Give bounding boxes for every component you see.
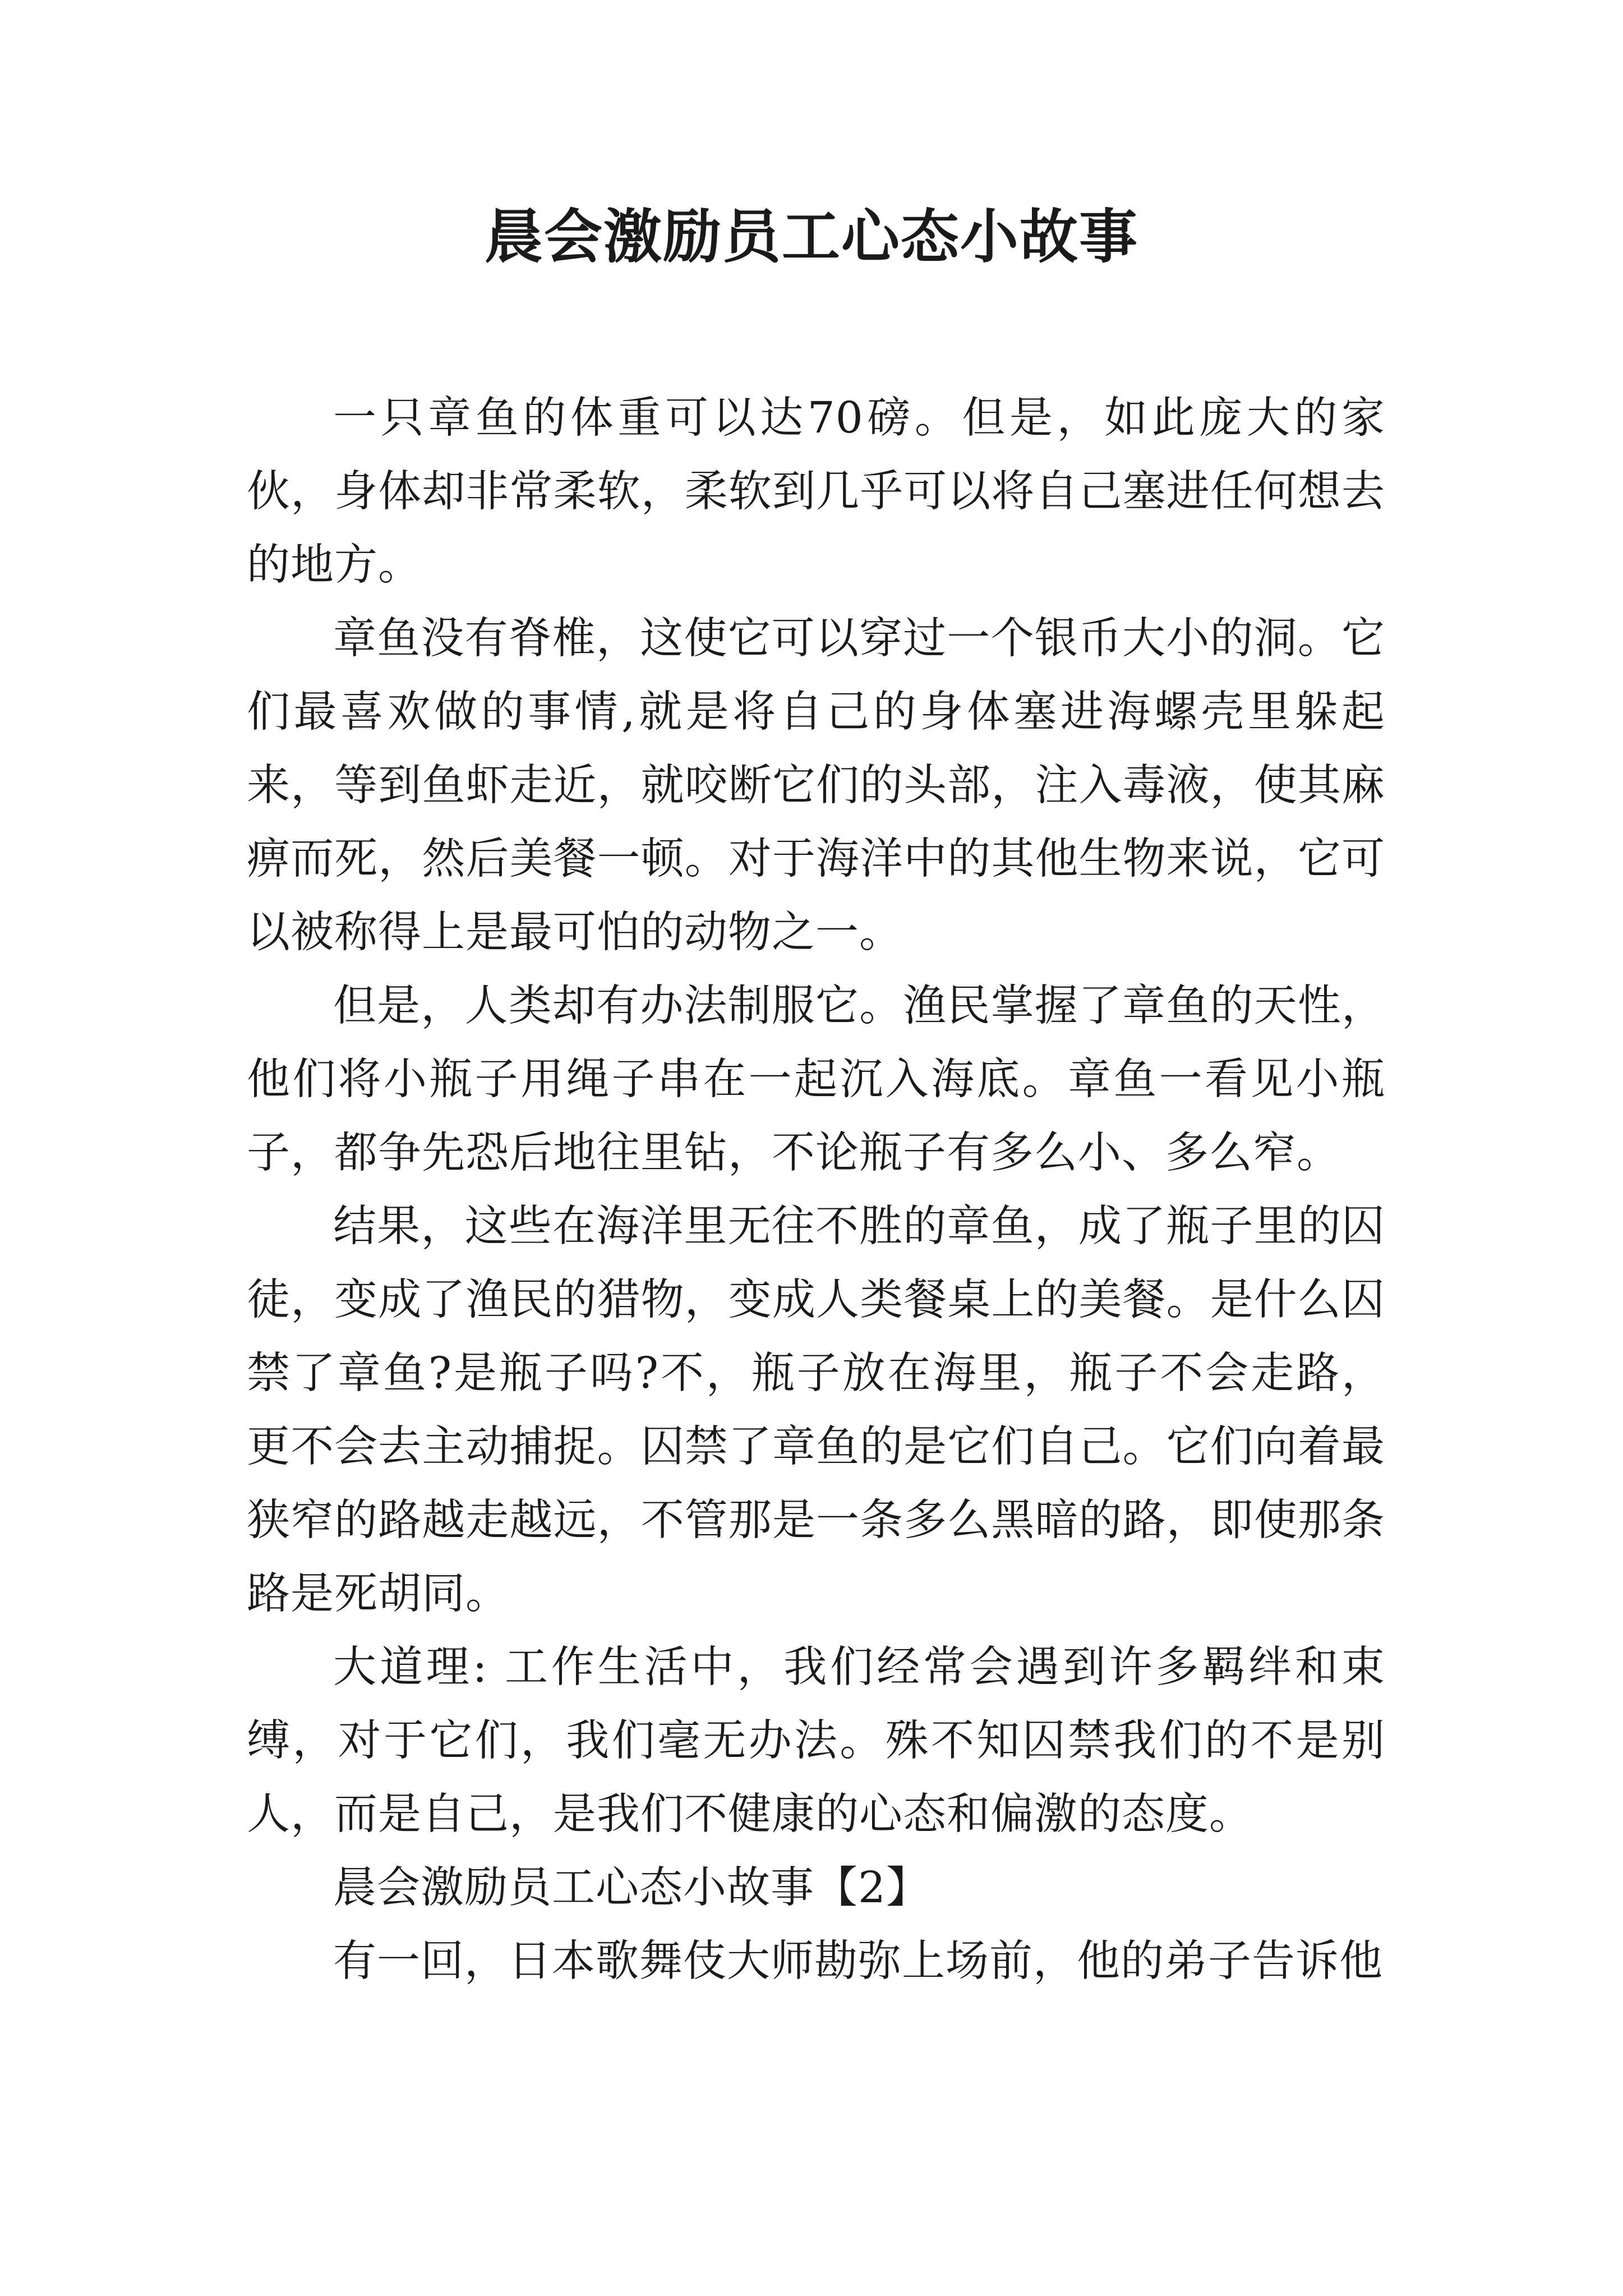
paragraph: 一只章鱼的体重可以达70磅。但是，如此庞大的家伙，身体却非常柔软，柔软到几乎可以将自己塞进任何想去的地方。 bbox=[247, 393, 1385, 590]
paragraph: 但是，人类却有办法制服它。渔民掌握了章鱼的天性，他们将小瓶子用绳子串在一起沉入海底。章鱼一看见小瓶子，都争先恐后地往里钻，不论瓶子有多么小、多么窄。 bbox=[247, 981, 1385, 1178]
paragraph: 有一回，日本歌舞伎大师勘弥上场前，他的弟子告诉他 bbox=[333, 1936, 1383, 1986]
paragraph: 大道理: 工作生活中，我们经常会遇到许多羁绊和束缚，对于它们，我们毫无办法。殊不知囚禁我们的不是别人，而是自己，是我们不健康的心态和偏激的态度。 bbox=[247, 1642, 1385, 1839]
document-body bbox=[247, 381, 1385, 1998]
paragraph: 章鱼没有脊椎，这使它可以穿过一个银币大小的洞。它们最喜欢做的事情,就是将自己的身体塞进海螺壳里躲起来，等到鱼虾走近，就咬断它们的头部，注入毒液，使其麻痹而死，然后美餐一顿。对于海洋中的其他生物来说，它可以被称得上是最可怕的动物之一。 bbox=[247, 614, 1385, 958]
section-heading: 晨会激励员工心态小故事【2】 bbox=[333, 1863, 930, 1913]
paragraph: 结果，这些在海洋里无往不胜的章鱼，成了瓶子里的囚徒，变成了渔民的猎物，变成人类餐桌上的美餐。是什么囚禁了章鱼?是瓶子吗?不，瓶子放在海里，瓶子不会走路，更不会去主动捕捉。囚禁了章鱼的是它们自己。它们向着最狭窄的路越走越远，不管那是一条多么黑暗的路，即使那条路是死胡同。 bbox=[247, 1202, 1385, 1619]
document-title: 晨会激励员工心态小故事 bbox=[484, 203, 1138, 271]
